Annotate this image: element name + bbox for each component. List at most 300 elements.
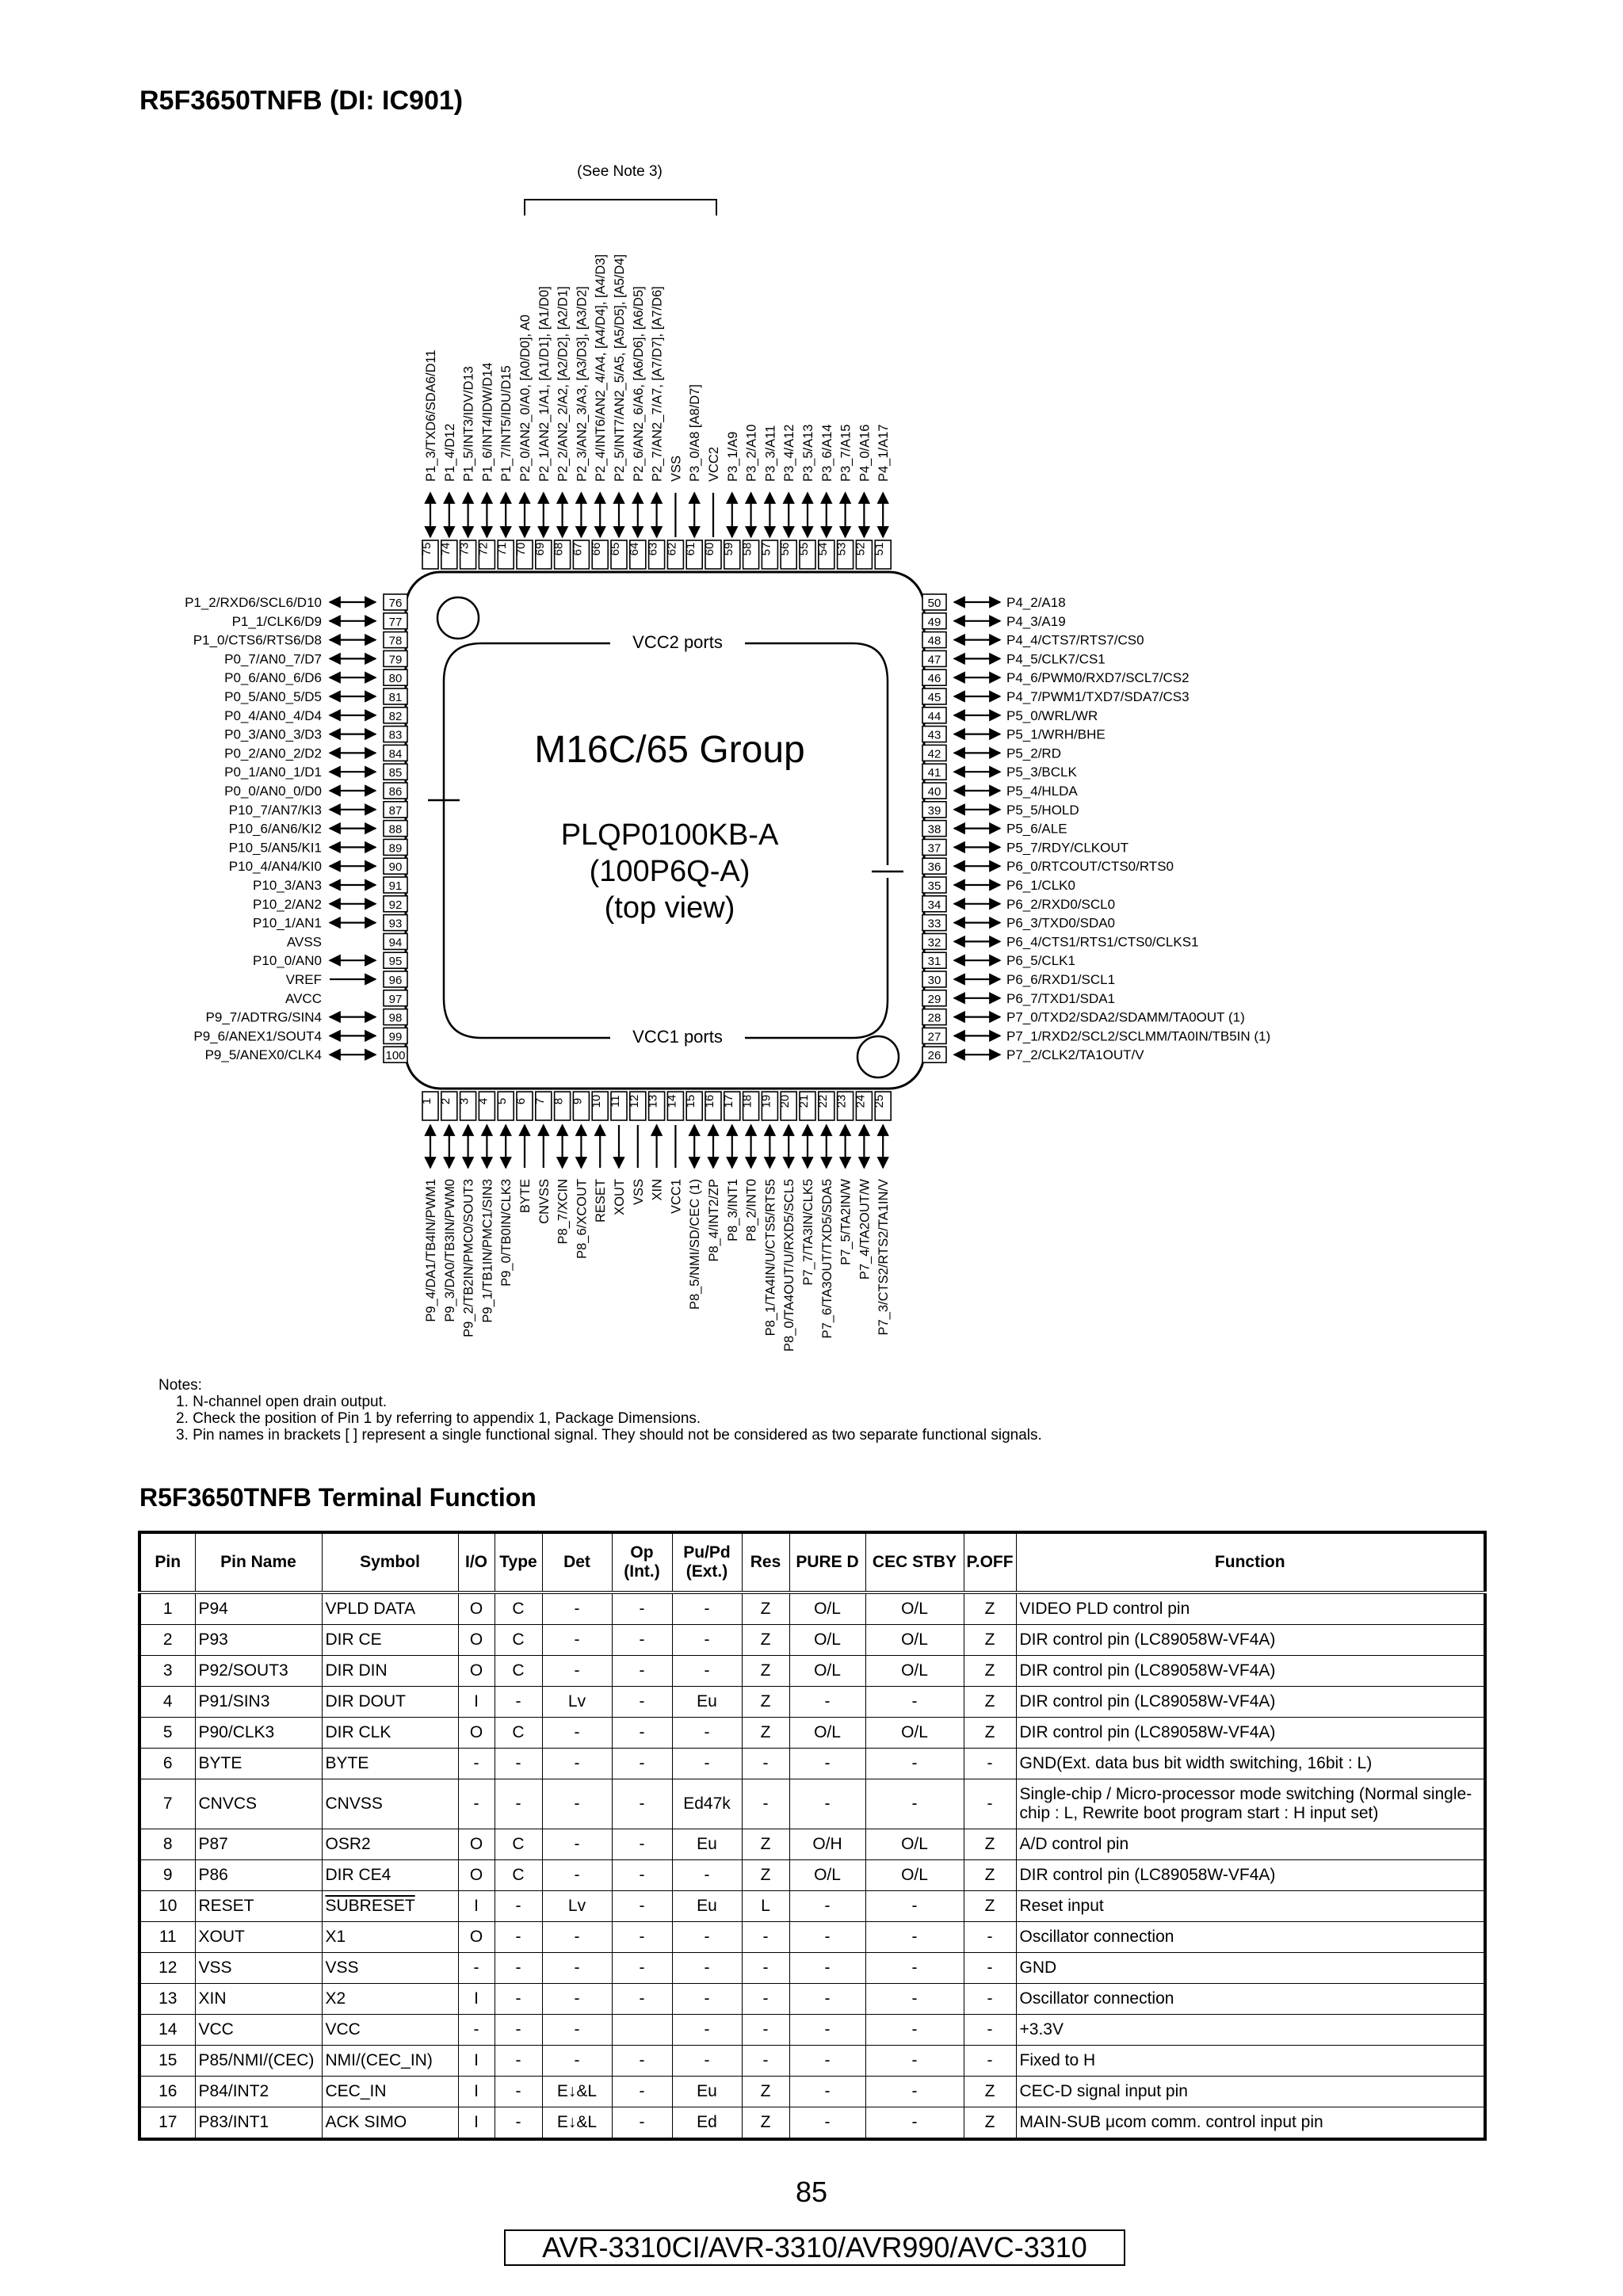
- pin-label-20: P8_0/TA4OUT/U/RXD5/SCL5: [782, 1179, 797, 1352]
- table-cell: -: [672, 1984, 742, 2015]
- pin-label-58: P3_2/A10: [744, 424, 759, 482]
- pin-number-71: 71: [495, 542, 510, 556]
- pin-label-61: P3_0/A8 [A8/D7]: [688, 384, 703, 482]
- table-cell: O: [458, 1829, 495, 1860]
- see-note-label: (See Note 3): [577, 163, 663, 180]
- table-cell: -: [612, 1625, 672, 1656]
- table-cell: VCC: [195, 2015, 322, 2046]
- column-header: Pin: [139, 1532, 195, 1592]
- table-cell: -: [542, 1718, 612, 1749]
- pin-number-9: 9: [571, 1097, 585, 1105]
- pin-label-45: P4_7/PWM1/TXD7/SDA7/CS3: [1006, 689, 1190, 704]
- pin-label-66: P2_4/INT6/AN2_4/A4, [A4/D4], [A4/D3]: [594, 254, 609, 482]
- pin-box-5: [498, 1092, 514, 1120]
- pin-label-59: P3_1/A9: [725, 431, 740, 482]
- table-cell: -: [542, 1592, 612, 1625]
- table-cell: 5: [139, 1718, 195, 1749]
- table-row: [139, 1656, 1485, 1687]
- table-cell: A/D control pin: [1016, 1829, 1485, 1860]
- table-cell: ACK SIMO: [322, 2107, 458, 2140]
- table-cell: I: [458, 2046, 495, 2077]
- table-cell: -: [742, 1922, 789, 1953]
- pin-number-63: 63: [646, 542, 660, 556]
- pin-label-34: P6_2/RXD0/SCL0: [1006, 896, 1116, 912]
- pin-number-5: 5: [495, 1097, 510, 1105]
- notes-heading: Notes:: [158, 1377, 202, 1394]
- pin-number-35: 35: [927, 879, 941, 893]
- table-cell: Lv: [542, 1891, 612, 1922]
- table-cell: O/L: [865, 1592, 964, 1625]
- pin-label-76: P1_2/RXD6/SCL6/D10: [185, 595, 322, 610]
- column-header: Det: [542, 1532, 612, 1592]
- table-cell: -: [865, 2077, 964, 2107]
- pin-number-28: 28: [927, 1011, 941, 1025]
- table-cell: I: [458, 2077, 495, 2107]
- model-footer: AVR-3310CI/AVR-3310/AVR990/AVC-3310: [504, 2229, 1125, 2266]
- pin-label-70: P2_0/AN2_0/A0, [A0/D0], A0: [518, 315, 533, 482]
- table-row: [139, 2077, 1485, 2107]
- table-body: [139, 1592, 1485, 2139]
- table-cell: DIR CE: [322, 1625, 458, 1656]
- table-cell: -: [964, 1953, 1016, 1984]
- pin-label-57: P3_3/A11: [763, 425, 778, 482]
- pin-number-52: 52: [854, 542, 868, 556]
- pin-number-4: 4: [476, 1097, 491, 1105]
- table-cell: Z: [742, 1656, 789, 1687]
- terminal-function-table: [138, 1531, 1487, 2141]
- pin-number-30: 30: [927, 974, 941, 987]
- table-cell: -: [542, 1829, 612, 1860]
- pin-label-90: P10_4/AN4/KI0: [228, 859, 322, 875]
- table-cell: DIR control pin (LC89058W-VF4A): [1016, 1625, 1485, 1656]
- table-cell: P94: [195, 1592, 322, 1625]
- pin-number-49: 49: [927, 615, 941, 629]
- column-header: CEC STBY: [865, 1532, 964, 1592]
- table-cell: -: [672, 1922, 742, 1953]
- table-cell: -: [672, 1860, 742, 1891]
- table-cell: E↓&L: [542, 2107, 612, 2140]
- table-cell: -: [742, 1779, 789, 1829]
- pin-number-70: 70: [514, 542, 528, 556]
- pin-label-87: P10_7/AN7/KI3: [228, 802, 322, 818]
- table-cell: DIR CLK: [322, 1718, 458, 1749]
- column-header: Function: [1016, 1532, 1485, 1592]
- table-cell: -: [789, 1779, 865, 1829]
- pin-label-71: P1_7/INT5/IDU/D15: [499, 365, 514, 482]
- table-cell: DIR control pin (LC89058W-VF4A): [1016, 1718, 1485, 1749]
- table-cell: -: [612, 1829, 672, 1860]
- table-cell: -: [865, 2015, 964, 2046]
- table-cell: -: [612, 2107, 672, 2140]
- pin-number-67: 67: [571, 542, 585, 556]
- table-cell: -: [542, 1922, 612, 1953]
- table-cell: -: [612, 1860, 672, 1891]
- table-cell: I: [458, 1891, 495, 1922]
- pin-label-94: AVSS: [286, 934, 322, 950]
- pin-label-46: P4_6/PWM0/RXD7/SCL7/CS2: [1006, 670, 1190, 686]
- table-cell: C: [495, 1829, 542, 1860]
- table-cell: 1: [139, 1592, 195, 1625]
- pin-label-95: P10_0/AN0: [253, 953, 322, 969]
- table-cell: O/L: [789, 1625, 865, 1656]
- pin-number-83: 83: [388, 728, 403, 742]
- table-cell: -: [789, 1953, 865, 1984]
- pin-label-29: P6_7/TXD1/SDA1: [1006, 990, 1116, 1006]
- pin-number-100: 100: [385, 1049, 406, 1063]
- pin-number-87: 87: [388, 803, 403, 818]
- pin-number-1: 1: [420, 1097, 433, 1105]
- table-row: [139, 1779, 1485, 1829]
- pin-number-75: 75: [420, 542, 433, 556]
- table-row: [139, 1891, 1485, 1922]
- table-cell: DIR control pin (LC89058W-VF4A): [1016, 1687, 1485, 1718]
- pin-number-24: 24: [854, 1094, 868, 1108]
- pin-number-48: 48: [927, 634, 941, 648]
- table-row: [139, 2015, 1485, 2046]
- pin-number-11: 11: [609, 1095, 622, 1108]
- pin-label-72: P1_6/INT4/IDW/D14: [480, 362, 495, 482]
- table-cell: -: [742, 1984, 789, 2015]
- pin-number-97: 97: [388, 992, 403, 1006]
- pin-box-1: [422, 1092, 438, 1120]
- table-cell: 7: [139, 1779, 195, 1829]
- pin-number-38: 38: [927, 822, 941, 837]
- table-cell: Z: [964, 1592, 1016, 1625]
- pin-label-86: P0_0/AN0_0/D0: [224, 784, 322, 799]
- notes: [158, 1377, 1042, 1444]
- pin-number-99: 99: [388, 1030, 403, 1044]
- table-cell: -: [789, 2015, 865, 2046]
- package-alt-code: (100P6Q-A): [589, 855, 750, 888]
- pin-label-99: P9_6/ANEX1/SOUT4: [193, 1028, 322, 1044]
- top-view-label: (top view): [604, 891, 735, 925]
- table-cell: -: [612, 1922, 672, 1953]
- pin-number-79: 79: [388, 653, 403, 667]
- table-cell: GND: [1016, 1953, 1485, 1984]
- table-cell: Ed: [672, 2107, 742, 2140]
- table-row: [139, 1984, 1485, 2015]
- table-cell: -: [672, 2046, 742, 2077]
- table-cell: Z: [964, 1625, 1016, 1656]
- table-cell: -: [742, 1953, 789, 1984]
- table-cell: -: [542, 1625, 612, 1656]
- note-2: 2. Check the position of Pin 1 by referring to appendix 1, Package Dimensions.: [176, 1410, 701, 1427]
- table-cell: I: [458, 1687, 495, 1718]
- pin-number-2: 2: [438, 1097, 453, 1105]
- table-cell: Ed47k: [672, 1779, 742, 1829]
- table-cell: MAIN-SUB μcom comm. control input pin: [1016, 2107, 1485, 2140]
- pin-label-7: CNVSS: [537, 1179, 552, 1224]
- table-cell: XOUT: [195, 1922, 322, 1953]
- pin-number-61: 61: [684, 542, 698, 556]
- table-cell: -: [542, 2015, 612, 2046]
- table-cell: P93: [195, 1625, 322, 1656]
- table-cell: Eu: [672, 2077, 742, 2107]
- table-cell: Z: [742, 2077, 789, 2107]
- table-cell: Eu: [672, 1829, 742, 1860]
- pin-number-69: 69: [533, 542, 547, 556]
- table-cell: -: [672, 1749, 742, 1779]
- column-header: Pu/Pd (Ext.): [672, 1532, 742, 1592]
- table-row: [139, 1829, 1485, 1860]
- pin-number-16: 16: [703, 1094, 716, 1108]
- table-cell: -: [495, 2107, 542, 2140]
- table-cell: Z: [742, 2107, 789, 2140]
- table-cell: -: [612, 1891, 672, 1922]
- pin-number-26: 26: [927, 1049, 941, 1063]
- pin-number-13: 13: [646, 1094, 660, 1108]
- pin-label-31: P6_5/CLK1: [1006, 953, 1075, 969]
- table-cell: -: [612, 1953, 672, 1984]
- table-cell: -: [789, 2046, 865, 2077]
- table-cell: -: [612, 1984, 672, 2015]
- table-cell: -: [495, 2077, 542, 2107]
- pin-number-23: 23: [834, 1094, 849, 1108]
- pin-box-7: [536, 1092, 552, 1120]
- pin-label-1: P9_4/DA1/TB4IN/PWM1: [424, 1179, 438, 1322]
- pin-label-49: P4_3/A19: [1006, 613, 1066, 629]
- pin-label-21: P7_7/TA3IN/CLK5: [801, 1179, 815, 1286]
- pin-label-10: RESET: [594, 1179, 609, 1223]
- pin-label-60: VCC2: [707, 446, 721, 482]
- table-cell: C: [495, 1656, 542, 1687]
- pin-label-79: P0_7/AN0_7/D7: [224, 651, 322, 667]
- table-cell: -: [964, 1779, 1016, 1829]
- table-cell: -: [458, 1953, 495, 1984]
- pin-number-93: 93: [388, 917, 403, 931]
- pin-label-73: P1_5/INT3/IDV/D13: [461, 366, 476, 482]
- table-cell: 6: [139, 1749, 195, 1779]
- table-cell: -: [789, 1922, 865, 1953]
- pin-label-98: P9_7/ADTRG/SIN4: [205, 1009, 322, 1025]
- table-cell: -: [789, 1687, 865, 1718]
- table-cell: -: [672, 1656, 742, 1687]
- pin-number-46: 46: [927, 672, 941, 686]
- pin-label-30: P6_6/RXD1/SCL1: [1006, 972, 1116, 987]
- pin-number-32: 32: [927, 936, 941, 950]
- pin-label-19: P8_1/TA4IN/U/CTS5/RTS5: [763, 1179, 778, 1337]
- table-cell: Z: [964, 1718, 1016, 1749]
- table-cell: 9: [139, 1860, 195, 1891]
- table-cell: -: [495, 2015, 542, 2046]
- table-cell: Single-chip / Micro-processor mode switching (Normal single-chip : L, Rewrite boot program start : H input set): [1016, 1779, 1485, 1829]
- pin-label-16: P8_4/INT2/ZP: [707, 1179, 721, 1262]
- table-cell: O/H: [789, 1829, 865, 1860]
- pin-label-5: P9_0/TB0IN/CLK3: [499, 1179, 514, 1287]
- table-cell: -: [458, 1749, 495, 1779]
- table-cell: -: [495, 2046, 542, 2077]
- table-cell: X1: [322, 1922, 458, 1953]
- table-cell: O: [458, 1718, 495, 1749]
- pin-number-72: 72: [476, 542, 491, 556]
- pin-label-8: P8_7/XCIN: [556, 1179, 571, 1245]
- pin-number-17: 17: [721, 1094, 735, 1108]
- pin-number-18: 18: [740, 1094, 754, 1108]
- pin-number-80: 80: [388, 672, 403, 686]
- table-cell: -: [789, 2077, 865, 2107]
- column-header: P.OFF: [964, 1532, 1016, 1592]
- table-cell: O: [458, 1625, 495, 1656]
- table-cell: -: [742, 1749, 789, 1779]
- pin-number-56: 56: [778, 542, 792, 556]
- column-header: PURE D: [789, 1532, 865, 1592]
- table-cell: Z: [742, 1860, 789, 1891]
- pin-label-39: P5_5/HOLD: [1006, 802, 1079, 818]
- table-row: [139, 1749, 1485, 1779]
- pin-number-27: 27: [927, 1030, 941, 1044]
- table-cell: -: [495, 1922, 542, 1953]
- table-cell: Oscillator connection: [1016, 1922, 1485, 1953]
- pin-label-51: P4_1/A17: [876, 424, 892, 482]
- pin-number-43: 43: [927, 728, 941, 742]
- pin-label-63: P2_7/AN2_7/A7, [A7/D7], [A7/D6]: [650, 286, 665, 482]
- pin-label-17: P8_3/INT1: [725, 1179, 740, 1241]
- pin-number-44: 44: [927, 709, 941, 723]
- pin-label-42: P5_2/RD: [1006, 746, 1061, 761]
- pin-number-20: 20: [778, 1094, 792, 1108]
- table-cell: -: [742, 2015, 789, 2046]
- table-cell: O/L: [789, 1656, 865, 1687]
- table-cell: Oscillator connection: [1016, 1984, 1485, 2015]
- table-cell: 11: [139, 1922, 195, 1953]
- pin-box-8: [555, 1092, 571, 1120]
- table-cell: P90/CLK3: [195, 1718, 322, 1749]
- table-cell: Lv: [542, 1687, 612, 1718]
- table-cell: C: [495, 1860, 542, 1891]
- table-cell: C: [495, 1625, 542, 1656]
- pin-number-78: 78: [388, 634, 403, 648]
- table-row: [139, 1953, 1485, 1984]
- table-cell: DIR DIN: [322, 1656, 458, 1687]
- pin-number-86: 86: [388, 785, 403, 799]
- table-title: R5F3650TNFB Terminal Function: [139, 1483, 537, 1512]
- table-cell: O: [458, 1656, 495, 1687]
- table-cell: -: [542, 1953, 612, 1984]
- table-cell: -: [964, 2046, 1016, 2077]
- table-cell: P91/SIN3: [195, 1687, 322, 1718]
- pin-number-92: 92: [388, 898, 403, 912]
- table-cell: -: [672, 2015, 742, 2046]
- pin-label-88: P10_6/AN6/KI2: [228, 821, 322, 837]
- table-row: [139, 2107, 1485, 2140]
- table-cell: -: [458, 1779, 495, 1829]
- pin-label-27: P7_1/RXD2/SCL2/SCLMM/TA0IN/TB5IN (1): [1006, 1028, 1271, 1044]
- table-cell: 4: [139, 1687, 195, 1718]
- pin-label-3: P9_2/TB2IN/PMC0/SOUT3: [461, 1179, 476, 1337]
- table-cell: C: [495, 1592, 542, 1625]
- table-cell: NMI/(CEC_IN): [322, 2046, 458, 2077]
- pin-label-32: P6_4/CTS1/RTS1/CTS0/CLKS1: [1006, 934, 1199, 950]
- table-cell: -: [495, 1953, 542, 1984]
- table-cell: -: [542, 2046, 612, 2077]
- table-cell: VSS: [322, 1953, 458, 1984]
- table-cell: -: [865, 1891, 964, 1922]
- table-cell: 15: [139, 2046, 195, 2077]
- table-cell: -: [865, 2046, 964, 2077]
- pin-label-82: P0_4/AN0_4/D4: [224, 707, 322, 723]
- table-cell: BYTE: [195, 1749, 322, 1779]
- vcc2-ports-label: VCC2 ports: [632, 632, 723, 652]
- table-cell: -: [495, 1984, 542, 2015]
- table-cell: -: [865, 1984, 964, 2015]
- table-cell: -: [865, 1953, 964, 1984]
- pin-label-92: P10_2/AN2: [253, 896, 322, 912]
- table-cell: -: [742, 2046, 789, 2077]
- chip-title: M16C/65 Group: [534, 729, 805, 771]
- table-cell: O/L: [789, 1592, 865, 1625]
- table-cell: Z: [964, 1687, 1016, 1718]
- table-cell: I: [458, 2107, 495, 2140]
- table-row: [139, 1718, 1485, 1749]
- pin-number-66: 66: [590, 542, 604, 556]
- table-cell: P84/INT2: [195, 2077, 322, 2107]
- table-cell: Z: [964, 2077, 1016, 2107]
- table-cell: XIN: [195, 1984, 322, 2015]
- pin-label-56: P3_4/A12: [782, 424, 797, 482]
- pin-number-54: 54: [815, 542, 830, 556]
- table-cell: Z: [964, 1656, 1016, 1687]
- pin-number-55: 55: [797, 542, 811, 556]
- table-cell: -: [612, 1687, 672, 1718]
- pin-label-14: VCC1: [669, 1179, 684, 1215]
- table-cell: -: [672, 1953, 742, 1984]
- table-cell: Z: [964, 2107, 1016, 2140]
- package-code: PLQP0100KB-A: [560, 818, 779, 852]
- table-cell: 14: [139, 2015, 195, 2046]
- pin-number-81: 81: [388, 691, 403, 704]
- table-cell: -: [612, 2046, 672, 2077]
- table-cell: O/L: [865, 1860, 964, 1891]
- table-cell: C: [495, 1718, 542, 1749]
- table-cell: VIDEO PLD control pin: [1016, 1592, 1485, 1625]
- pin-label-15: P8_5/NMI/SD/CEC (1): [688, 1179, 703, 1310]
- table-cell: O/L: [865, 1829, 964, 1860]
- pin-number-76: 76: [388, 597, 403, 610]
- table-cell: O: [458, 1860, 495, 1891]
- pin-number-29: 29: [927, 992, 941, 1006]
- table-cell: P92/SOUT3: [195, 1656, 322, 1687]
- table-row: [139, 2046, 1485, 2077]
- pin-label-28: P7_0/TXD2/SDA2/SDAMM/TA0OUT (1): [1006, 1009, 1245, 1025]
- table-cell: 12: [139, 1953, 195, 1984]
- pin-label-18: P8_2/INT0: [744, 1179, 759, 1241]
- pin-number-25: 25: [873, 1094, 887, 1108]
- pin-box-9: [573, 1092, 589, 1120]
- table-cell: 13: [139, 1984, 195, 2015]
- column-header: Symbol: [322, 1532, 458, 1592]
- pin-label-4: P9_1/TB1IN/PMC1/SIN3: [480, 1179, 495, 1323]
- table-cell: -: [865, 2107, 964, 2140]
- table-cell: -: [964, 2015, 1016, 2046]
- table-cell: -: [542, 1984, 612, 2015]
- pin-number-15: 15: [684, 1094, 698, 1108]
- pin-number-95: 95: [388, 955, 403, 969]
- pin-number-37: 37: [927, 841, 941, 856]
- pin-label-9: P8_6/XCOUT: [575, 1179, 590, 1259]
- table-cell: I: [458, 1984, 495, 2015]
- pin-label-69: P2_1/AN2_1/A1, [A1/D1], [A1/D0]: [537, 286, 552, 482]
- pin-number-60: 60: [703, 542, 716, 556]
- table-cell: -: [672, 1718, 742, 1749]
- table-cell: DIR control pin (LC89058W-VF4A): [1016, 1860, 1485, 1891]
- pin-label-52: P4_0/A16: [857, 424, 873, 482]
- pin-number-12: 12: [627, 1094, 641, 1108]
- pin-number-50: 50: [927, 597, 941, 610]
- table-cell: -: [612, 1656, 672, 1687]
- table-row: [139, 1625, 1485, 1656]
- table-cell: -: [672, 1592, 742, 1625]
- table-cell: P83/INT1: [195, 2107, 322, 2140]
